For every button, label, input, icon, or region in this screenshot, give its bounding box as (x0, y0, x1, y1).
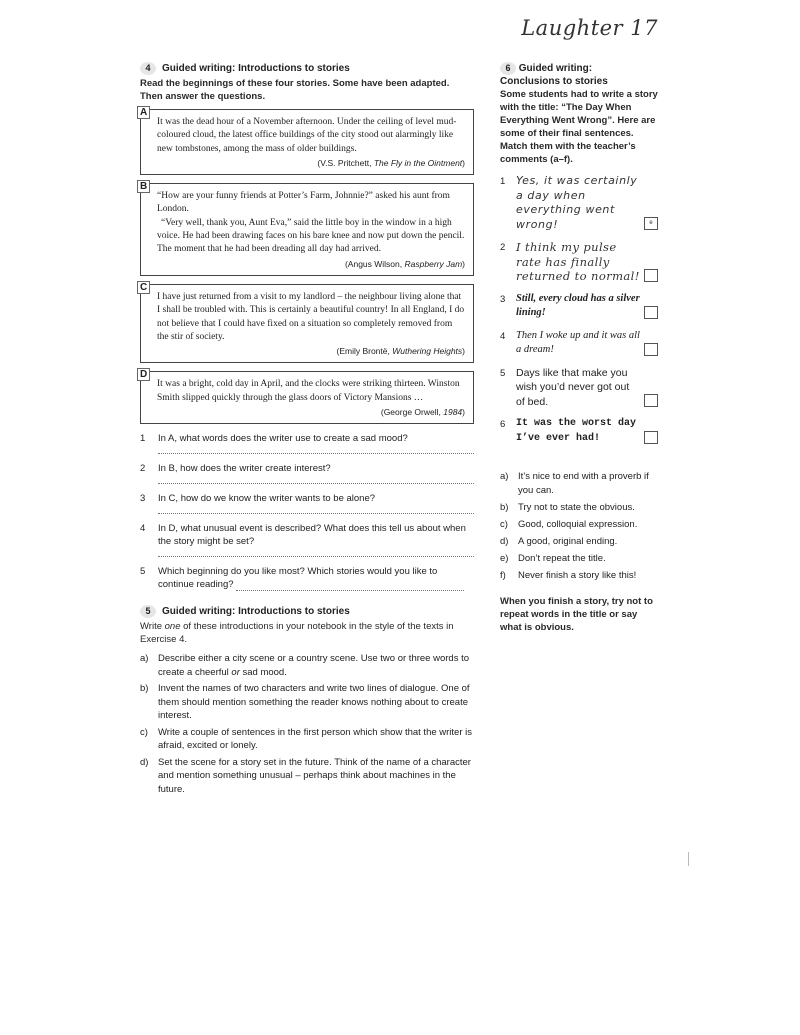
comment-text: Don’t repeat the title. (518, 553, 606, 564)
story-work: Wuthering Heights (392, 346, 463, 357)
comment-list (500, 470, 660, 583)
question-text: In D, what unusual event is described? What does this tell us about when the story might be set? (158, 523, 466, 548)
exercise-4-title: Guided writing: Introductions to stories (162, 63, 350, 74)
story-paragraph: It was the dead hour of a November afternoon. Under the ceiling of level mud-coloured cloud, the latest office buildings of the city stood out alarmingly like new tombstones, among the mass of older buildings. (157, 117, 457, 154)
comment-item (500, 535, 660, 549)
comment-item (500, 518, 660, 532)
sentence-item (500, 174, 660, 232)
question-list (140, 432, 474, 591)
exercise-6-number: 6 (500, 62, 516, 75)
story-author: (George Orwell, (380, 407, 441, 418)
sentence-number: 1 (500, 176, 506, 187)
story-work: The Fly in the Ointment (373, 157, 463, 168)
story-source (157, 345, 465, 358)
task-text (158, 756, 474, 797)
story-author: (V.S. Pritchett, (317, 157, 372, 168)
intro-text: Write (140, 621, 165, 633)
story-paragraph: “How are your funny friends at Potter’s Farm, Johnnie?” asked his aunt from London. (157, 191, 450, 215)
left-column (140, 62, 474, 799)
question-item (140, 492, 474, 514)
page-header: Laughter 17 (521, 16, 658, 40)
exercise-4-heading (140, 62, 474, 75)
exercise-5-number: 5 (140, 605, 156, 618)
answer-checkbox[interactable] (644, 269, 658, 282)
question-number: 4 (140, 523, 146, 535)
answer-line[interactable] (236, 581, 464, 591)
comment-letter: f) (500, 570, 506, 581)
exercise-6-intro: Some students had to write a story with the title: “The Day When Everything Went Wrong”. Here are some of their final sentences. Match them with the teacher’s comments (a–f). (500, 89, 658, 165)
answer-line[interactable] (158, 475, 474, 484)
story-source (157, 258, 465, 271)
task-item (140, 756, 474, 797)
comment-text: Try not to state the obvious. (518, 502, 635, 513)
story-letter: A (137, 106, 150, 119)
task-text-part: sad mood. (239, 666, 287, 678)
sentence-item (500, 417, 660, 446)
task-letter: c) (140, 726, 148, 738)
question-text: In B, how does the writer create interest? (158, 463, 331, 475)
answer-checkbox[interactable] (644, 306, 658, 319)
right-column (500, 62, 660, 634)
task-item (140, 652, 474, 679)
story-work: Raspberry Jam (404, 258, 463, 269)
comment-item (500, 470, 660, 498)
sentence-item (500, 329, 660, 358)
question-text: In C, how do we know the writer wants to be alone? (158, 493, 376, 505)
task-item (140, 682, 474, 723)
exercise-6-title-line1: Guided writing: (518, 63, 593, 74)
sentence-list (500, 174, 660, 446)
comment-letter: c) (500, 519, 508, 530)
comment-letter: a) (500, 471, 509, 482)
intro-text: of these introductions in your notebook in the style of the texts in Exercise 4. (140, 621, 454, 646)
scan-mark (688, 852, 689, 866)
question-number: 2 (140, 463, 146, 475)
comment-text: Good, colloquial expression. (518, 519, 638, 530)
story-box-d (140, 371, 474, 424)
story-work: 1984 (443, 407, 463, 418)
question-item (140, 432, 474, 454)
comment-item (500, 501, 660, 515)
story-close: ) (462, 346, 465, 357)
story-paragraph: “Very well, thank you, Aunt Eva,” said the little boy in the window in a high voice. He had been drawing faces on his bare knee and now put down the pencil. The moment that he had been dreading all day had arrived. (157, 217, 465, 255)
exercise-5-heading (140, 605, 474, 618)
question-number: 5 (140, 566, 146, 578)
comment-text: A good, original ending. (518, 536, 618, 547)
answer-checkbox[interactable] (644, 394, 658, 407)
comment-item (500, 569, 660, 583)
story-box-c (140, 281, 474, 363)
task-list (140, 652, 474, 796)
story-letter: B (137, 180, 150, 193)
sentence-number: 6 (500, 419, 506, 430)
sentence-text: Then I woke up and it was all a dream! (516, 329, 640, 355)
exercise-4-number: 4 (140, 62, 156, 75)
exercise-6-title-line2: Conclusions to stories (500, 75, 608, 87)
answer-line[interactable] (158, 548, 474, 557)
question-number: 3 (140, 493, 146, 505)
task-text-part: Describe either a city scene or a country scene. Use two or three words to create a cheerful (158, 653, 469, 678)
answer-checkbox[interactable]: e (644, 217, 658, 230)
question-text: In A, what words does the writer use to create a sad mood? (158, 433, 408, 445)
sentence-text: I think my pulse rate has finally returned to normal! (516, 240, 640, 283)
task-text (158, 726, 474, 753)
task-letter: d) (140, 756, 149, 768)
story-author: (Angus Wilson, (344, 258, 403, 269)
task-item (140, 726, 474, 753)
question-number: 1 (140, 433, 146, 445)
question-item (140, 522, 474, 557)
sentence-text: Yes, it was certainly a day when everything went wrong! (516, 174, 638, 231)
sentence-text: It was the worst day I’ve ever had! (516, 418, 637, 444)
task-text-part: Write a couple of sentences in the first person which show that the writer is afraid, excited or lonely. (158, 726, 473, 752)
sentence-item (500, 366, 660, 410)
sentence-number: 5 (500, 367, 506, 379)
story-close: ) (462, 258, 465, 269)
answer-checkbox[interactable] (644, 431, 658, 444)
answer-line[interactable] (158, 445, 474, 454)
story-source (157, 406, 465, 419)
task-text-part: Invent the names of two characters and write two lines of dialogue. One of them should mention something the reader knows nothing about to create interest. (158, 683, 470, 722)
exercise-4-intro: Read the beginnings of these four stories. Some have been adapted. Then answer the questions. (140, 78, 450, 102)
sentence-item (500, 292, 660, 321)
exercise-6-heading (500, 62, 660, 88)
answer-line[interactable] (158, 505, 474, 514)
sentence-number: 2 (500, 242, 506, 253)
comment-letter: e) (500, 553, 509, 564)
story-paragraph: I have just returned from a visit to my landlord – the neighbour living alone that I shall be troubled with. This is certainly a beautiful country! In all England, I do not believe that I could have fixed on a situation so completely removed from the stir of society. (157, 291, 465, 342)
task-letter: b) (140, 683, 149, 695)
sentence-item (500, 240, 660, 284)
writing-tip: When you finish a story, try not to repeat words in the title or say what is obvious. (500, 596, 653, 633)
answer-checkbox[interactable] (644, 343, 658, 356)
story-close: ) (462, 407, 465, 418)
task-text-emphasis: or (231, 666, 240, 678)
story-box-a (140, 109, 474, 175)
story-letter: D (137, 368, 150, 381)
comment-item (500, 552, 660, 566)
comment-letter: b) (500, 502, 509, 513)
comment-letter: d) (500, 536, 509, 547)
task-text-part: Set the scene for a story set in the future. Think of the name of a character and mention something unusual – perhaps think about machines in the future. (158, 756, 471, 795)
task-text (158, 682, 474, 723)
question-item (140, 565, 474, 591)
comment-text: Never finish a story like this! (518, 570, 637, 581)
sentence-text: Still, every cloud has a silver lining! (516, 292, 640, 318)
task-letter: a) (140, 653, 149, 665)
sentence-number: 3 (500, 293, 506, 305)
exercise-5 (140, 605, 474, 796)
story-source (157, 157, 465, 170)
exercise-5-title: Guided writing: Introductions to stories (162, 606, 350, 618)
story-paragraph: It was a bright, cold day in April, and the clocks were striking thirteen. Winston Smith slipped quickly through the glass doors of Victory Mansions … (157, 379, 460, 403)
question-item (140, 462, 474, 484)
story-box-b (140, 183, 474, 276)
sentence-text: Days like that make you wish you’d never got out of bed. (516, 366, 630, 408)
comment-text: It’s nice to end with a proverb if you can. (518, 471, 649, 496)
question-text: Which beginning do you like most? Which stories would you like to continue reading? (158, 566, 438, 591)
task-text (158, 652, 474, 679)
intro-emphasis: one (164, 621, 181, 633)
story-close: ) (462, 157, 465, 168)
exercise-5-intro (140, 620, 474, 646)
story-author: (Emily Brontë, (336, 346, 390, 357)
story-letter: C (137, 281, 150, 294)
sentence-number: 4 (500, 330, 506, 342)
